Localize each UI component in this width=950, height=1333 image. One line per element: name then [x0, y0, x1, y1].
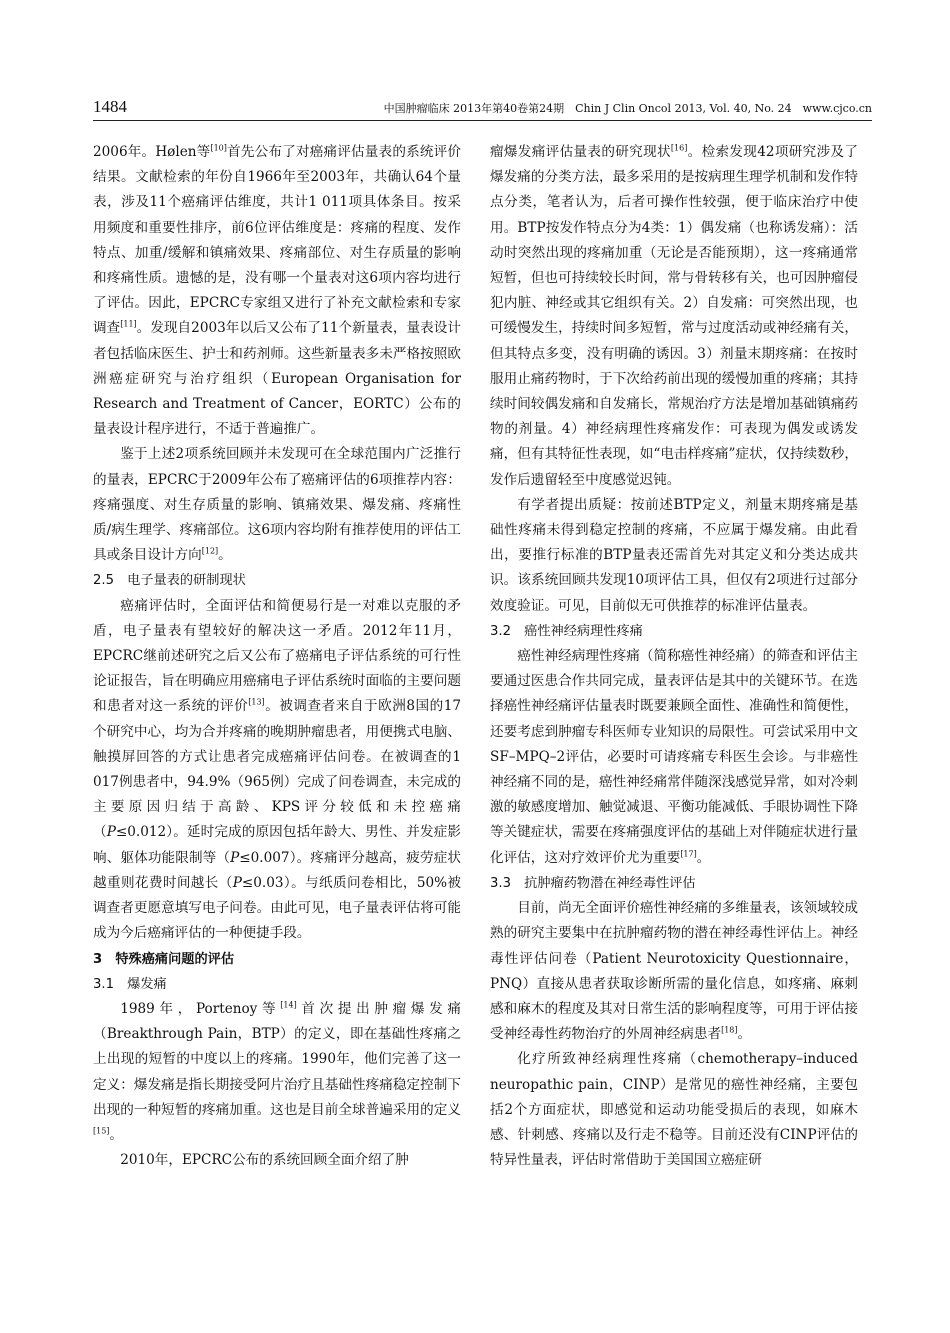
section-heading-3-1: 3.1 爆发痛 [93, 976, 167, 992]
paragraph: 2010年，EPCRC公布的系统回顾全面介绍了肿 [120, 1152, 409, 1169]
citation: [10] [210, 143, 227, 153]
citation: [17] [680, 849, 697, 859]
section-heading-3-3: 3.3 抗肿瘤药物潜在神经毒性评估 [490, 875, 696, 891]
citation: [12] [201, 546, 219, 556]
paragraph: 瘤爆发痛评估量表的研究现状[16]。检索发现42项研究涉及了爆发痛的分类方法，最多采用的是按病理生理学机制和发作特点分类，笔者认为，后者可操作性较强，便于临床治疗中使用。BTP按发作特点分为4类：1）偶发痛（也称诱发痛）：活动时突然出现的疼痛加重（无论是否能预期），这一疼痛通常短暂，但也可持续较长时间，常与骨转移有关，也可因肿瘤侵犯内脏、神经或其它组织有关。2）自发痛：可突然出现，也可缓慢发生，持续时间多短暂，常与过度活动或神经痛有关，但其特点多变，没有明确的诱因。3）剂量末期疼痛：在按时服用止痛药物时，于下次给药前出现的缓慢加重的疼痛；其持续时间较偶发痛和自发痛长，常规治疗方法是增加基础镇痛药物的剂量。4）神经病理性疼痛发作：可表现为偶发或诱发痛，但有其特征性表现，如“电击样疼痛”症状，仅持续数秒，发作后遗留轻至中度感觉迟钝。 [490, 143, 859, 488]
paragraph: 鉴于上述2项系统回顾并未发现可在全球范围内广泛推行的量表，EPCRC于2009年公布了癌痛评估的6项推荐内容：疼痛强度、对生存质量的影响、镇痛效果、爆发痛、疼痛性质/病生理学、疼痛部位。这6项内容均附有推荐使用的评估工具或条目设计方向[12]。 [93, 446, 461, 564]
page-number: 1484 [93, 97, 127, 116]
citation: [15] [93, 1126, 110, 1136]
citation: [16] [670, 143, 688, 153]
page-header [93, 96, 872, 121]
paragraph: 化疗所致神经病理性疼痛（chemotherapy–induced neuropathic pain，CINP）是常见的癌性神经痛，主要包括2个方面症状，即感觉和运动功能受损后的表现，如麻木感、针刺感、疼痛以及行走不稳等。目前还没有CINP评估的特异性量表，评估时常借助于美国国立癌症研 [490, 1051, 858, 1169]
citation: [18] [721, 1025, 738, 1035]
paragraph: 目前，尚无全面评价癌性神经痛的多维量表，该领域较成熟的研究主要集中在抗肿瘤药物的潜在神经毒性评估上。神经毒性评估问卷（Patient Neurotoxicity Questionnaire，PNQ）直接从患者获取诊断所需的量化信息，如疼痛、麻刺感和麻木的程度及其对日常生活的影响程度等，可用于评估接受神经毒性药物治疗的外周神经病患者[18]。 [490, 900, 858, 1043]
left-column [93, 140, 461, 1173]
paragraph: 癌痛评估时，全面评估和简便易行是一对难以克服的矛盾，电子量表有望较好的解决这一矛盾。2012年11月，EPCRC继前述研究之后又公布了癌痛电子评估系统的可行性论证报告，旨在明确应用癌痛电子评估系统时面临的主要问题和患者对这一系统的评价[13]。被调查者来自于欧洲8国的17个研究中心，均为合并疼痛的晚期肿瘤患者，用便携式电脑、触摸屏回答的方式让患者完成癌痛评估问卷。在被调查的1 017例患者中，94.9%（965例）完成了问卷调查，未完成的主要原因归结于高龄、KPS评分较低和未控癌痛（P≤0.012）。延时完成的原因包括年龄大、男性、并发症影响、躯体功能限制等（P≤0.007）。疼痛评分越高，疲劳症状越重则花费时间越长（P≤0.03）。与纸质问卷相比，50%被调查者更愿意填写电子问卷。由此可见，电子量表评估将可能成为今后癌痛评估的一种便捷手段。 [93, 597, 462, 942]
section-heading-2-5: 2.5 电子量表的研制现状 [93, 573, 246, 589]
section-heading-3: 3 特殊癌痛问题的评估 [93, 951, 235, 967]
paragraph: 癌性神经病理性疼痛（简称癌性神经痛）的筛查和评估主要通过医患合作共同完成，量表评估是其中的关键环节。在选择癌性神经痛评估量表时既要兼顾全面性、准确性和简便性，还要考虑到肿瘤专科医师专业知识的局限性。可尝试采用中文SF–MPQ–2评估，必要时可请疼痛专科医生会诊。与非癌性神经痛不同的是，癌性神经痛常伴随深浅感觉异常，如对冷刺激的敏感度增加、触觉减退、平衡功能减低、手眼协调性下降等关键症状，需要在疼痛强度评估的基础上对伴随症状进行量化评估，这对疗效评价尤为重要[17]。 [490, 648, 858, 866]
section-heading-3-2: 3.2 癌性神经病理性疼痛 [490, 623, 643, 639]
right-column [490, 140, 858, 1173]
paragraph: 2006年。Hølen等[10]首先公布了对癌痛评估量表的系统评价结果。文献检索的年份自1966年至2003年，共确认64个量表，涉及11个癌痛评估维度，共计1 011项具体条目。按采用频度和重要性排序，前6位评估维度是：疼痛的程度、发作特点、加重/缓解和镇痛效果、疼痛部位、对生存质量的影响和疼痛性质。遗憾的是，没有哪一个量表对这6项内容均进行了评估。因此，EPCRC专家组又进行了补充文献检索和专家调查[11]。发现自2003年以后又公布了11个新量表，量表设计者包括临床医生、护士和药剂师。这些新量表多未严格按照欧洲癌症研究与治疗组织（European Organisation for Research and Treatment of Cancer，EORTC）公布的量表设计程序进行，不适于普遍推广。 [93, 143, 462, 438]
citation: [11] [120, 319, 137, 329]
paragraph: 有学者提出质疑：按前述BTP定义，剂量末期疼痛是基础性疼痛未得到稳定控制的疼痛，不应属于爆发痛。由此看出，要推行标准的BTP量表还需首先对其定义和分类达成共识。该系统回顾共发现10项评估工具，但仅有2项进行过部分效度验证。可见，目前似无可供推荐的标准评估量表。 [490, 496, 858, 614]
citation: [13] [248, 697, 265, 707]
citation: [14] [280, 1000, 297, 1010]
running-title: 中国肿瘤临床 2013年第40卷第24期 Chin J Clin Oncol 2013, Vol. 40, No. 24 www.cjco.cn [383, 102, 872, 115]
paragraph: 1989年，Portenoy等[14]首次提出肿瘤爆发痛（Breakthrough Pain，BTP）的定义，即在基础性疼痛之上出现的短暂的中度以上的疼痛。1990年，他们完善了这一定义：爆发痛是指长期接受阿片治疗且基础性疼痛稳定控制下出现的一种短暂的疼痛加重。这也是目前全球普遍采用的定义[15]。 [93, 1000, 462, 1143]
